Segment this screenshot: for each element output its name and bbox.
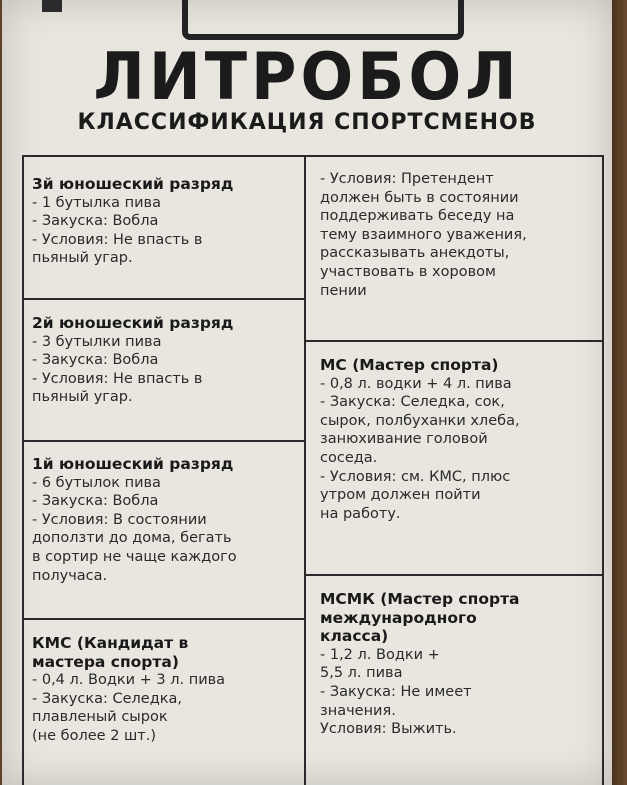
section-line: на работу. <box>320 505 401 522</box>
section-heading: КМС (Кандидат в <box>32 634 189 652</box>
section-line: - 1 бутылка пива <box>32 194 161 211</box>
section-line: рассказывать анекдоты, <box>320 245 510 262</box>
page-subtitle: КЛАССИФИКАЦИЯ СПОРТСМЕНОВ <box>77 110 537 135</box>
ms-section <box>320 356 520 523</box>
left-row-divider-2 <box>22 440 305 442</box>
section-heading: мастера спорта) <box>32 652 179 671</box>
section-line: утром должен пойти <box>320 487 481 504</box>
kms-conditions-continued <box>320 170 527 300</box>
section-line: плавленый сырок <box>32 709 168 726</box>
section-line: в сортир не чаще каждого <box>32 548 237 565</box>
section-line: соседа. <box>320 449 378 466</box>
section-line: доползти до дома, бегать <box>32 530 232 547</box>
section-line: пении <box>320 282 367 299</box>
section-line: - Закуска: Не имеет <box>320 683 472 700</box>
section-line: - Закуска: Селедка, <box>32 690 182 707</box>
section-line: пьяный угар. <box>32 250 133 267</box>
section-line: - 3 бутылки пива <box>32 333 162 350</box>
rank-2-youth-section <box>32 314 233 407</box>
msmk-section <box>320 590 520 739</box>
table-left-rule <box>22 155 24 785</box>
section-line: - Закуска: Селедка, сок, <box>320 394 505 411</box>
tape-corner <box>42 0 62 12</box>
section-heading: 1й юношеский разряд <box>32 455 234 473</box>
section-line: - Условия: Не впасть в <box>32 231 203 248</box>
section-line: - 1,2 л. Водки + <box>320 646 440 663</box>
frame-clip <box>182 0 464 40</box>
paper-sheet <box>2 0 612 785</box>
section-heading: МСМК (Мастер спорта <box>320 590 520 608</box>
section-line: - Закуска: Вобла <box>32 213 159 230</box>
section-line: - Условия: В состоянии <box>32 511 207 528</box>
section-heading: класса) <box>320 627 389 646</box>
section-line: тему взаимного уважения, <box>320 226 527 243</box>
left-row-divider-1 <box>22 298 305 300</box>
section-line: - Закуска: Вобла <box>32 493 159 510</box>
section-line: - Условия: Претендент <box>320 171 494 187</box>
page-title: ЛИТРОБОЛ <box>93 38 521 115</box>
section-heading: МС (Мастер спорта) <box>320 356 499 374</box>
rank-1-youth-section <box>32 455 237 585</box>
section-line: должен быть в состоянии <box>320 189 519 206</box>
section-heading: международного <box>320 608 477 627</box>
right-row-divider-2 <box>305 574 603 576</box>
section-line: - 0,8 л. водки + 4 л. пива <box>320 375 512 392</box>
section-line: - 0,4 л. Водки + 3 л. пива <box>32 672 226 689</box>
section-line: - 6 бутылок пива <box>32 474 161 491</box>
table-column-divider <box>304 155 306 785</box>
section-line: значения. <box>320 702 396 719</box>
section-line: поддерживать беседу на <box>320 208 515 225</box>
kms-section <box>32 634 225 746</box>
section-line: - Закуска: Вобла <box>32 352 159 369</box>
section-line: получаса. <box>32 567 108 584</box>
table-top-rule <box>22 155 604 157</box>
section-heading: 3й юношеский разряд <box>32 175 234 193</box>
right-row-divider-1 <box>305 340 603 342</box>
section-line: занюхивание головой <box>320 431 488 448</box>
table-right-rule <box>602 155 604 785</box>
section-line: 5,5 л. пива <box>320 665 403 682</box>
section-line: пьяный угар. <box>32 389 133 406</box>
section-line: Условия: Выжить. <box>320 721 457 738</box>
section-line: - Условия: Не впасть в <box>32 370 203 387</box>
section-heading: 2й юношеский разряд <box>32 314 234 332</box>
section-line: участвовать в хоровом <box>320 263 496 280</box>
section-line: (не более 2 шт.) <box>32 727 157 744</box>
rank-3-youth-section <box>32 175 233 268</box>
left-row-divider-3 <box>22 618 305 620</box>
section-line: - Условия: см. КМС, плюс <box>320 468 511 485</box>
section-line: сырок, полбуханки хлеба, <box>320 412 520 429</box>
